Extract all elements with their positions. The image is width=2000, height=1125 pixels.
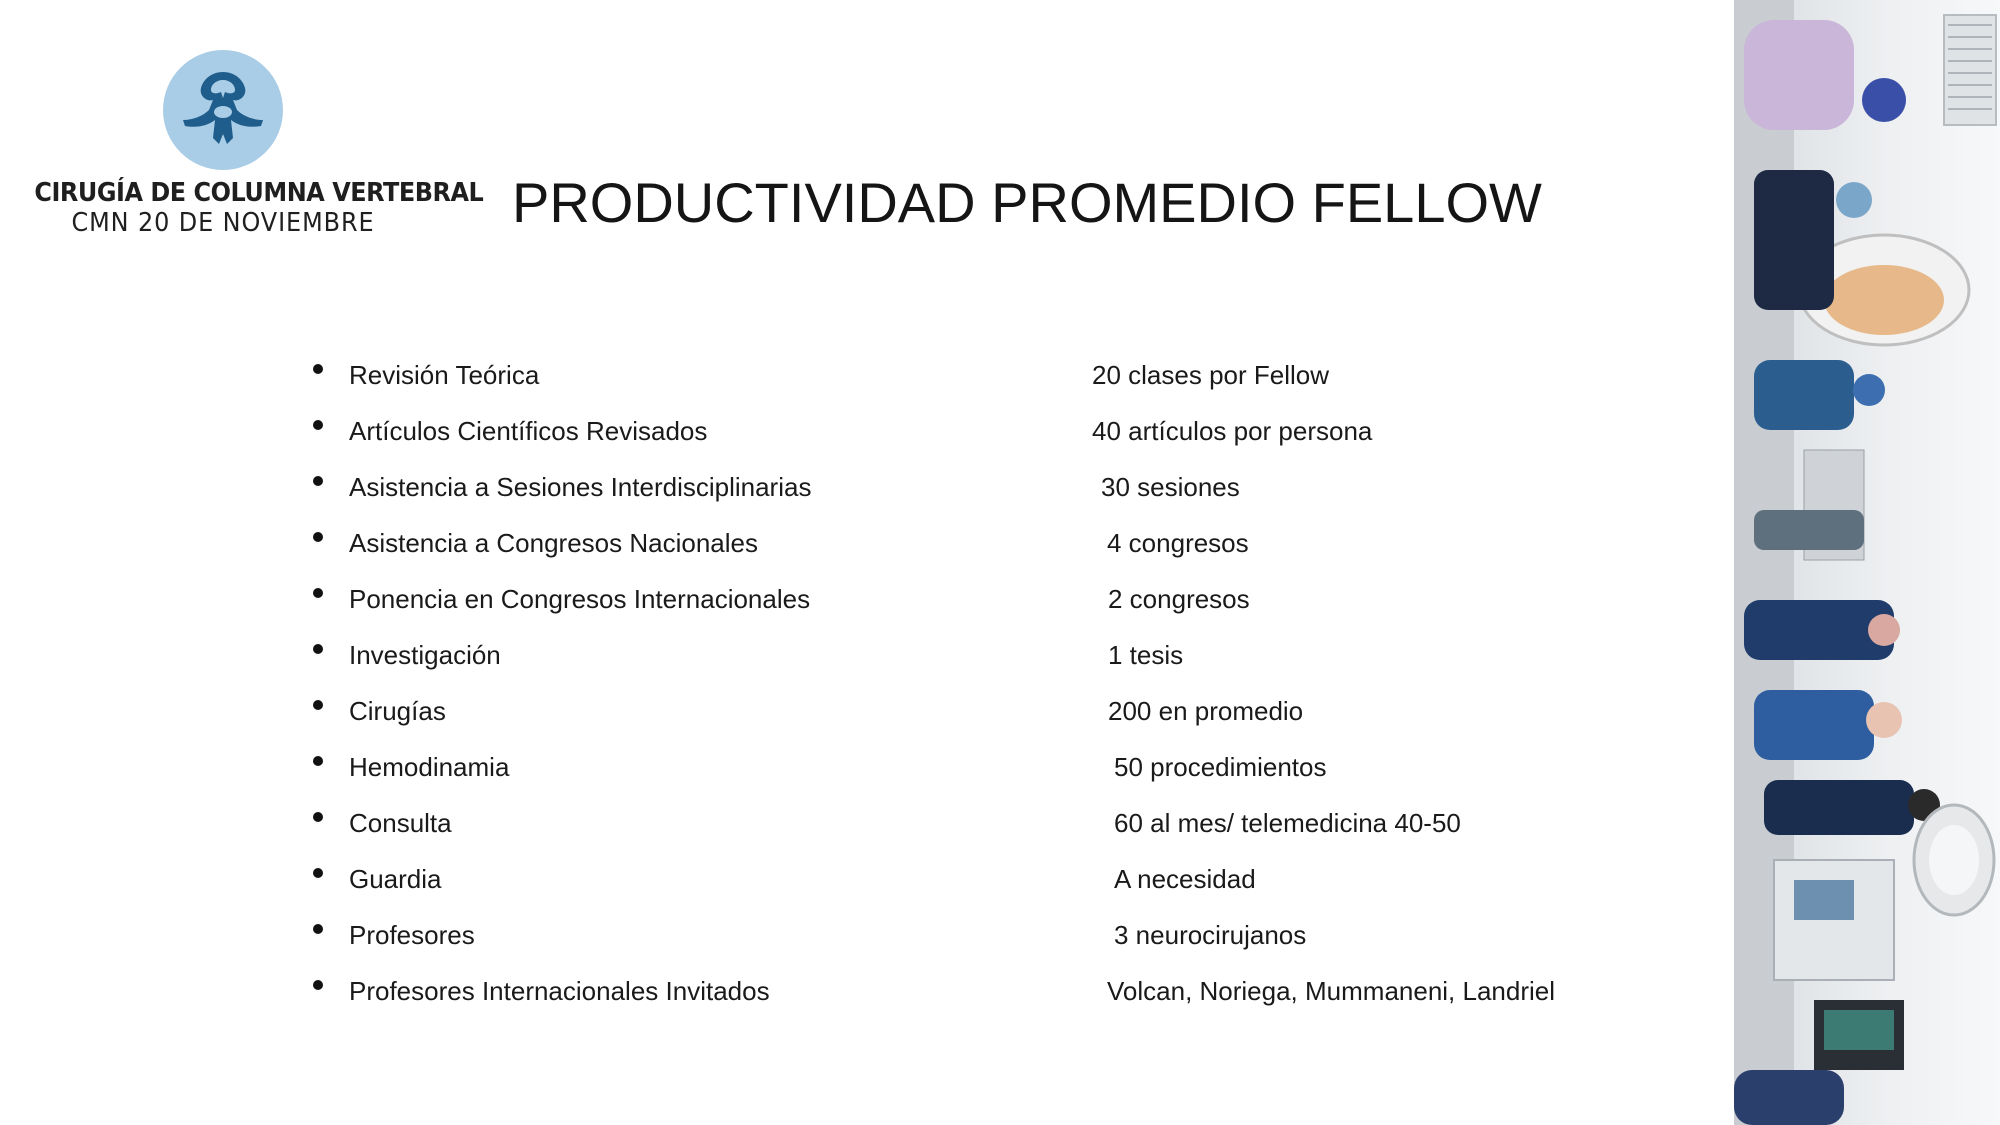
bullet-icon	[313, 812, 323, 822]
list-item	[0, 740, 1700, 796]
item-label: Consulta	[349, 808, 452, 838]
bullet-icon	[313, 588, 323, 598]
item-value: 200 en promedio	[1108, 696, 1304, 726]
item-value: Volcan, Noriega, Mummaneni, Landriel	[1107, 976, 1556, 1006]
item-label: Artículos Científicos Revisados	[349, 416, 708, 446]
item-label: Asistencia a Congresos Nacionales	[349, 528, 758, 558]
item-value: 40 artículos por persona	[1092, 416, 1373, 446]
list-item	[0, 796, 1700, 852]
item-value: 4 congresos	[1107, 528, 1249, 558]
list-item	[0, 852, 1700, 908]
item-value: A necesidad	[1114, 864, 1256, 894]
item-value: 1 tesis	[1108, 640, 1184, 670]
item-value: 30 sesiones	[1101, 472, 1240, 502]
bullet-icon	[313, 924, 323, 934]
list-item	[0, 348, 1700, 404]
item-label: Ponencia en Congresos Internacionales	[349, 584, 811, 614]
list-item	[0, 404, 1700, 460]
item-label: Profesores	[349, 920, 475, 950]
bullet-icon	[313, 700, 323, 710]
bullet-icon	[313, 980, 323, 990]
item-label: Hemodinamia	[349, 752, 510, 782]
bullet-icon	[313, 532, 323, 542]
page-title: PRODUCTIVIDAD PROMEDIO FELLOW	[512, 171, 1542, 234]
item-value: 50 procedimientos	[1114, 752, 1327, 782]
item-label: Profesores Internacionales Invitados	[349, 976, 770, 1006]
item-label: Guardia	[349, 864, 442, 894]
bullet-icon	[313, 364, 323, 374]
item-label: Asistencia a Sesiones Interdisciplinarias	[349, 472, 812, 502]
item-label: Revisión Teórica	[349, 360, 540, 390]
bullet-icon	[313, 476, 323, 486]
list-item	[0, 684, 1700, 740]
item-label: Cirugías	[349, 696, 446, 726]
list-item	[0, 460, 1700, 516]
list-item	[0, 516, 1700, 572]
list-item	[0, 964, 1700, 1020]
bullet-icon	[313, 868, 323, 878]
item-value: 20 clases por Fellow	[1092, 360, 1329, 390]
bullet-icon	[313, 756, 323, 766]
list-item	[0, 572, 1700, 628]
logo	[18, 50, 484, 238]
bullet-icon	[313, 644, 323, 654]
list-item	[0, 628, 1700, 684]
bullet-icon	[313, 420, 323, 430]
operating-room-illustration	[1734, 0, 2000, 1125]
list-item	[0, 908, 1700, 964]
logo-subtitle: CMN 20 DE NOVIEMBRE	[71, 208, 375, 238]
productivity-list	[0, 348, 1700, 1020]
spine-emblem-icon	[163, 50, 283, 170]
operating-room-photo	[1734, 0, 2000, 1125]
logo-title: CIRUGÍA DE COLUMNA VERTEBRAL	[34, 178, 484, 208]
item-value: 2 congresos	[1108, 584, 1250, 614]
item-value: 60 al mes/ telemedicina 40-50	[1114, 808, 1461, 838]
item-label: Investigación	[349, 640, 501, 670]
item-value: 3 neurocirujanos	[1114, 920, 1307, 950]
